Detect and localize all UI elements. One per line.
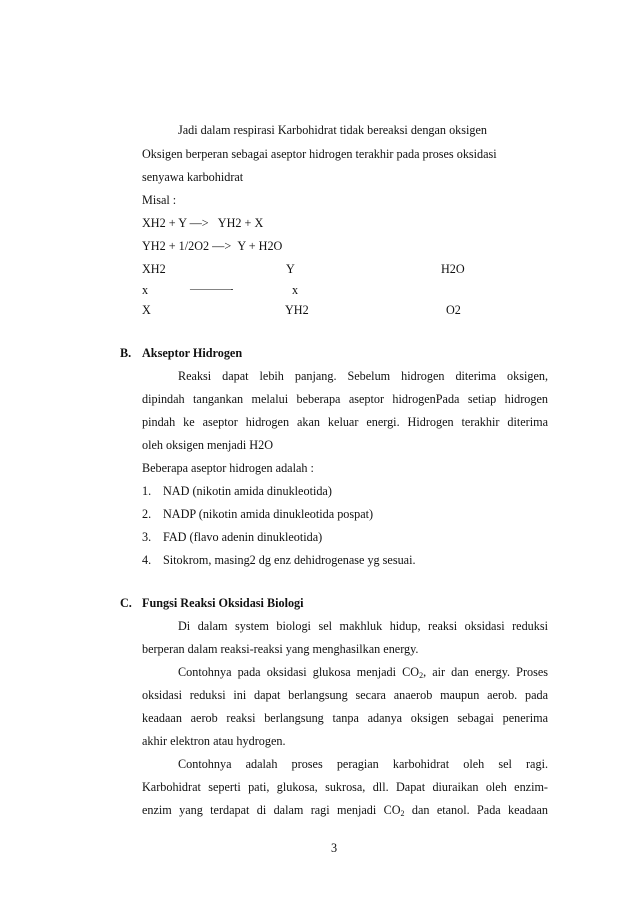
list-item-number: 2. — [142, 507, 152, 521]
list-item-number: 4. — [142, 553, 152, 567]
text-run: , air dan energy. Proses — [423, 665, 548, 679]
intro-line: senyawa karbohidrat — [142, 170, 244, 184]
section-b-number: B. — [120, 346, 132, 360]
list-item: Sitokrom, masing2 dg enz dehidrogenase yg sesuai. — [163, 553, 416, 567]
section-c-paragraph-line: Karbohidrat seperti pati, glukosa, sukrosa, dll. Dapat diuraikan oleh enzim- — [142, 780, 548, 794]
scheme-cell: O2 — [446, 303, 461, 317]
equation-2: YH2 + 1/2O2 —> Y + H2O — [142, 239, 283, 253]
scheme-cell: H2O — [441, 262, 465, 276]
section-b-paragraph-line: pindah ke aseptor hidrogen akan keluar energi. Hidrogen terakhir diterima — [142, 415, 548, 429]
section-b-heading: Akseptor Hidrogen — [142, 346, 243, 360]
intro-line: Oksigen berperan sebagai aseptor hidrogen terakhir pada proses oksidasi — [142, 147, 497, 161]
text-run: enzim yang terdapat di dalam ragi menjadi CO — [142, 803, 401, 817]
section-b-paragraph-line: oleh oksigen menjadi H2O — [142, 438, 273, 452]
scheme-arrow-line: ————- — [190, 284, 234, 295]
section-c-paragraph-line: keadaan aerob reaksi berlangsung tanpa adanya oksigen sebagai penerima — [142, 711, 548, 725]
page-number: 3 — [331, 841, 338, 855]
scheme-cell: X — [142, 303, 151, 317]
section-b-paragraph-line: Reaksi dapat lebih panjang. Sebelum hidrogen diterima oksigen, — [178, 369, 548, 383]
equation-1: XH2 + Y —> YH2 + X — [142, 216, 264, 230]
section-c-paragraph-line: Di dalam system biologi sel makhluk hidup, reaksi oksidasi reduksi — [178, 619, 548, 633]
misal-label: Misal : — [142, 193, 177, 207]
section-c-number: C. — [120, 596, 132, 610]
text-run: dan etanol. Pada keadaan — [404, 803, 548, 817]
section-c-paragraph-line: berperan dalam reaksi-reaksi yang menghasilkan energy. — [142, 642, 419, 656]
list-intro: Beberapa aseptor hidrogen adalah : — [142, 461, 314, 475]
scheme-cell: x — [292, 283, 299, 297]
section-b-paragraph-line: dipindah tangankan melalui beberapa aseptor hidrogenPada setiap hidrogen — [142, 392, 548, 406]
text-run: Contohnya pada oksidasi glukosa menjadi CO — [178, 665, 420, 679]
list-item-number: 3. — [142, 530, 152, 544]
subscript: 2 — [400, 809, 405, 818]
list-item-number: 1. — [142, 484, 152, 498]
section-c-paragraph-line: oksidasi reduksi ini dapat berlangsung secara anaerob maupun aerob. pada — [142, 688, 548, 702]
list-item: NADP (nikotin amida dinukleotida pospat) — [163, 507, 374, 521]
intro-line: Jadi dalam respirasi Karbohidrat tidak bereaksi dengan oksigen — [178, 123, 487, 137]
scheme-cell: YH2 — [285, 303, 309, 317]
scheme-cell: Y — [286, 262, 295, 276]
section-c-paragraph-line: akhir elektron atau hydrogen. — [142, 734, 286, 748]
scheme-cell: XH2 — [142, 262, 166, 276]
subscript: 2 — [419, 671, 424, 680]
list-item: FAD (flavo adenin dinukleotida) — [163, 530, 323, 544]
scheme-cell: x — [142, 283, 149, 297]
section-c-heading: Fungsi Reaksi Oksidasi Biologi — [142, 596, 304, 610]
section-c-paragraph-line — [142, 802, 548, 818]
section-c-paragraph-line — [178, 664, 548, 680]
section-c-paragraph-line: Contohnya adalah proses peragian karbohidrat oleh sel ragi. — [178, 757, 548, 771]
list-item: NAD (nikotin amida dinukleotida) — [163, 484, 332, 498]
